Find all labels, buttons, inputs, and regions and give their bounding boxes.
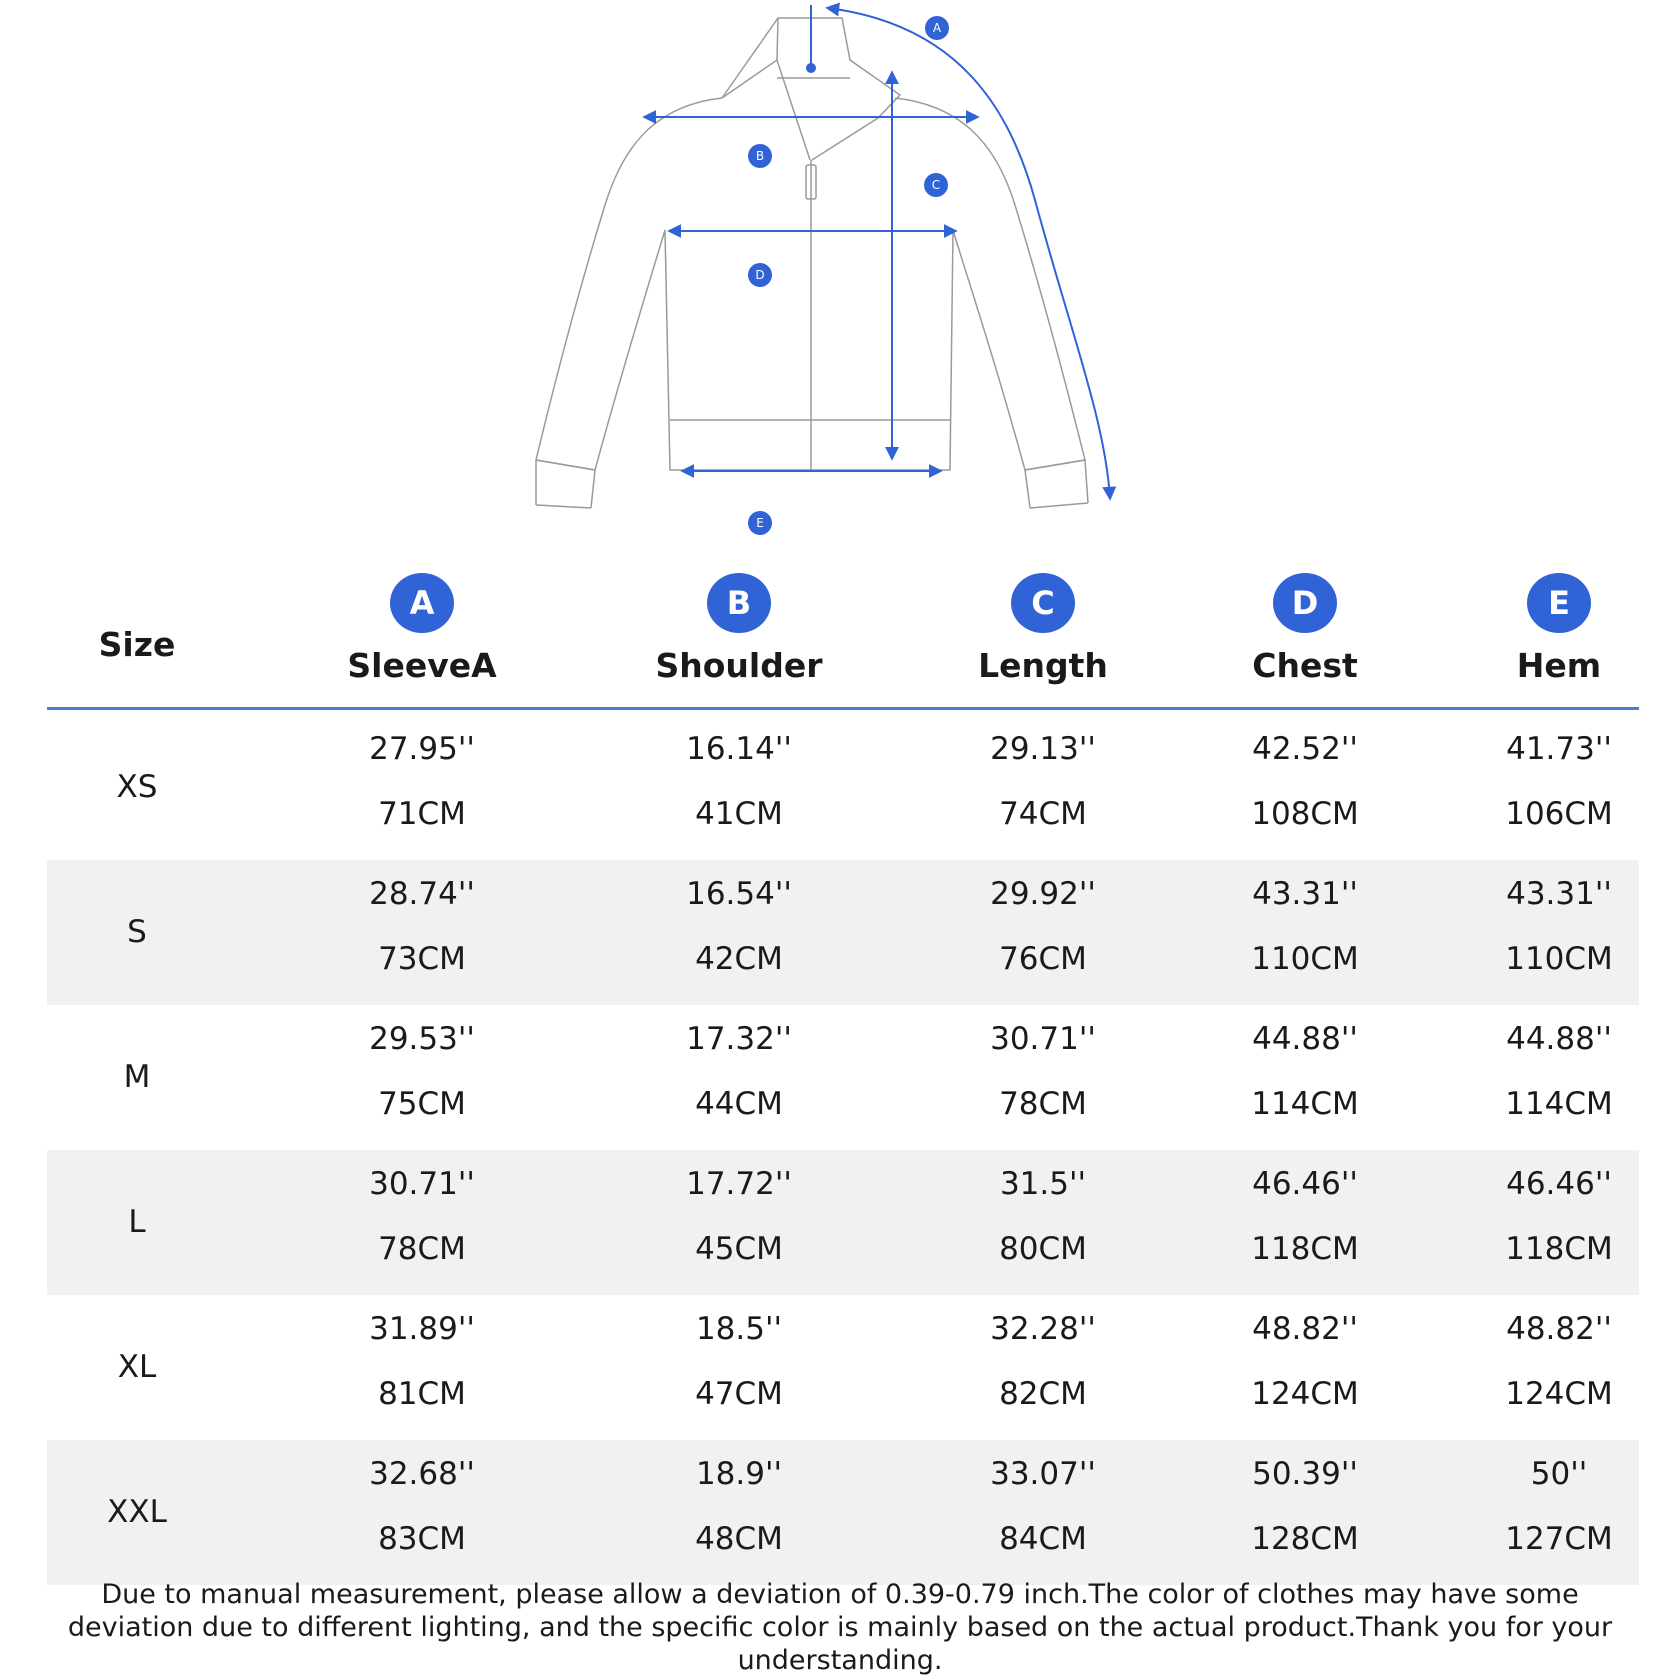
inch-value: 30.71'' <box>990 1021 1096 1057</box>
table-header <box>47 570 1639 710</box>
cm-value: 44CM <box>695 1086 783 1122</box>
cm-value: 78CM <box>999 1086 1087 1122</box>
cm-value: 81CM <box>378 1376 466 1412</box>
inch-value: 41.73'' <box>1506 731 1612 767</box>
inch-value: 44.88'' <box>1252 1021 1358 1057</box>
measurement-cell <box>272 1005 572 1150</box>
measurement-cell <box>893 860 1193 1005</box>
cm-value: 84CM <box>999 1521 1087 1557</box>
inch-value: 50'' <box>1530 1456 1588 1492</box>
sleeve-measure-line <box>828 8 1110 498</box>
inch-value: 18.5'' <box>695 1311 783 1347</box>
cm-value: 73CM <box>378 941 466 977</box>
column-header-sleeve <box>272 570 572 710</box>
header-divider <box>47 707 1639 710</box>
cm-value: 42CM <box>695 941 783 977</box>
marker-c <box>924 173 948 197</box>
badge-a: A <box>390 573 454 633</box>
inch-value: 17.72'' <box>686 1166 792 1202</box>
cm-value: 48CM <box>695 1521 783 1557</box>
cm-value: 118CM <box>1505 1231 1613 1267</box>
marker-b <box>748 144 772 168</box>
cm-value: 114CM <box>1251 1086 1359 1122</box>
measurement-cell <box>589 715 889 860</box>
inch-value: 46.46'' <box>1252 1166 1358 1202</box>
svg-text:C: C <box>931 178 941 192</box>
measurement-cell <box>893 1005 1193 1150</box>
table-row <box>47 715 1639 860</box>
inch-value: 44.88'' <box>1506 1021 1612 1057</box>
inch-value: 32.68'' <box>369 1456 475 1492</box>
inch-value: 18.9'' <box>695 1456 783 1492</box>
cm-value: 110CM <box>1505 941 1613 977</box>
column-header-hem <box>1409 570 1680 710</box>
size-label: S <box>127 914 147 950</box>
cm-value: 80CM <box>999 1231 1087 1267</box>
marker-d <box>748 263 772 287</box>
measurement-cell <box>1409 860 1680 1005</box>
column-title: Shoulder <box>655 646 823 685</box>
badge-e: E <box>1527 573 1591 633</box>
measurement-cell <box>893 1295 1193 1440</box>
size-label: XL <box>117 1349 157 1385</box>
measurement-cell <box>589 1295 889 1440</box>
svg-text:D: D <box>755 268 765 282</box>
cm-value: 78CM <box>378 1231 466 1267</box>
inch-value: 28.74'' <box>369 876 475 912</box>
inch-value: 29.92'' <box>990 876 1096 912</box>
size-column-header <box>47 570 227 710</box>
inch-value: 42.52'' <box>1252 731 1358 767</box>
size-label: L <box>128 1204 146 1240</box>
cm-value: 108CM <box>1251 796 1359 832</box>
cm-value: 118CM <box>1251 1231 1359 1267</box>
column-header-shoulder <box>589 570 889 710</box>
measurement-cell <box>893 1440 1193 1585</box>
cm-value: 110CM <box>1251 941 1359 977</box>
inch-value: 43.31'' <box>1252 876 1358 912</box>
marker-a <box>925 16 949 40</box>
measurement-cell <box>589 1150 889 1295</box>
svg-text:A: A <box>932 21 942 35</box>
inch-value: 33.07'' <box>990 1456 1096 1492</box>
column-title: Length <box>978 646 1108 685</box>
inch-value: 43.31'' <box>1506 876 1612 912</box>
size-header-label: Size <box>98 625 176 664</box>
column-title: SleeveA <box>347 646 497 685</box>
badge-b: B <box>707 573 771 633</box>
cm-value: 83CM <box>378 1521 466 1557</box>
cm-value: 127CM <box>1505 1521 1613 1557</box>
measurement-cell <box>1409 1295 1680 1440</box>
size-label: XXL <box>107 1494 167 1530</box>
inch-value: 16.14'' <box>686 731 792 767</box>
cm-value: 128CM <box>1251 1521 1359 1557</box>
cm-value: 41CM <box>695 796 783 832</box>
measurement-cell <box>272 1295 572 1440</box>
cm-value: 114CM <box>1505 1086 1613 1122</box>
marker-e <box>748 511 772 535</box>
inch-value: 16.54'' <box>686 876 792 912</box>
table-row <box>47 1150 1639 1295</box>
inch-value: 46.46'' <box>1506 1166 1612 1202</box>
measurement-cell <box>272 860 572 1005</box>
inch-value: 17.32'' <box>686 1021 792 1057</box>
measurement-cell <box>1409 1440 1680 1585</box>
cm-value: 124CM <box>1505 1376 1613 1412</box>
badge-d: D <box>1273 573 1337 633</box>
inch-value: 30.71'' <box>369 1166 475 1202</box>
inch-value: 29.53'' <box>369 1021 475 1057</box>
measurement-cell <box>893 1150 1193 1295</box>
inch-value: 32.28'' <box>990 1311 1096 1347</box>
svg-text:E: E <box>756 516 764 530</box>
svg-text:B: B <box>755 149 765 163</box>
column-header-length <box>893 570 1193 710</box>
measurement-cell <box>1409 715 1680 860</box>
measurement-disclaimer: Due to manual measurement, please allow a deviation of 0.39-0.79 inch.The color of clothes may have some deviation due to different lighting, and the specific color is mainly based on the actual product.Thank you for your understanding. <box>67 1579 1613 1676</box>
size-table <box>47 570 1639 1585</box>
inch-value: 31.89'' <box>369 1311 475 1347</box>
jacket-outline <box>536 18 1088 508</box>
badge-c: C <box>1011 573 1075 633</box>
cm-value: 45CM <box>695 1231 783 1267</box>
table-row <box>47 1295 1639 1440</box>
cm-value: 47CM <box>695 1376 783 1412</box>
cm-value: 71CM <box>378 796 466 832</box>
column-title: Chest <box>1252 646 1358 685</box>
measurement-cell <box>589 1440 889 1585</box>
inch-value: 27.95'' <box>369 731 475 767</box>
cm-value: 106CM <box>1505 796 1613 832</box>
size-label: M <box>123 1059 151 1095</box>
table-row <box>47 1005 1639 1150</box>
measurement-cell <box>893 715 1193 860</box>
cm-value: 124CM <box>1251 1376 1359 1412</box>
measurement-cell <box>1409 1005 1680 1150</box>
cm-value: 75CM <box>378 1086 466 1122</box>
table-row <box>47 860 1639 1005</box>
measurement-cell <box>589 860 889 1005</box>
column-title: Hem <box>1516 646 1602 685</box>
jacket-measurement-diagram <box>0 0 1680 560</box>
inch-value: 31.5'' <box>999 1166 1087 1202</box>
table-row <box>47 1440 1639 1585</box>
measurement-cell <box>272 1150 572 1295</box>
measurement-cell <box>1409 1150 1680 1295</box>
measurement-cell <box>272 715 572 860</box>
table-body <box>47 715 1639 1585</box>
inch-value: 48.82'' <box>1252 1311 1358 1347</box>
inch-value: 29.13'' <box>990 731 1096 767</box>
cm-value: 76CM <box>999 941 1087 977</box>
inch-value: 48.82'' <box>1506 1311 1612 1347</box>
measurement-cell <box>272 1440 572 1585</box>
cm-value: 74CM <box>999 796 1087 832</box>
cm-value: 82CM <box>999 1376 1087 1412</box>
size-label: XS <box>116 769 158 805</box>
measurement-cell <box>589 1005 889 1150</box>
inch-value: 50.39'' <box>1252 1456 1358 1492</box>
